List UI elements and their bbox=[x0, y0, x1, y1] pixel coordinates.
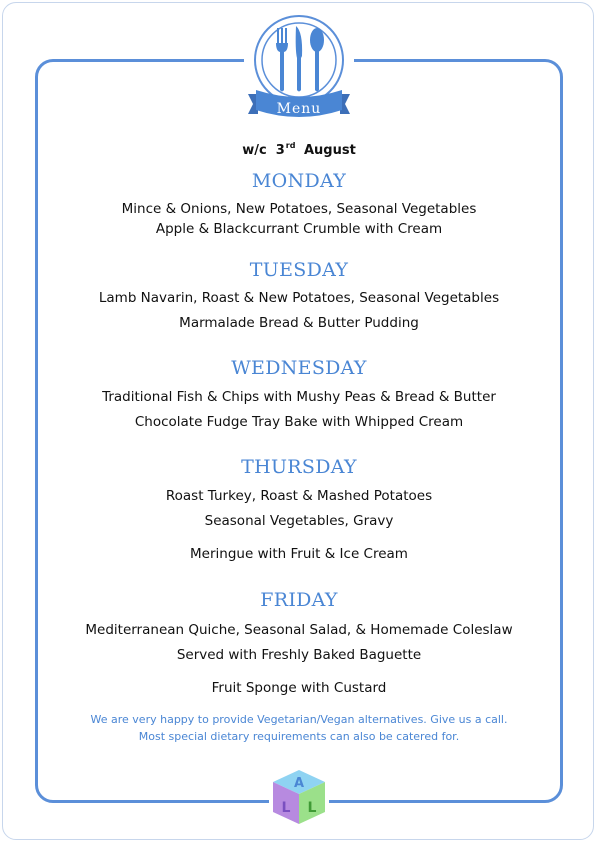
dish-item: Traditional Fish & Chips with Mushy Peas & Bread & Butter bbox=[102, 389, 496, 405]
week-ordinal: rd bbox=[285, 141, 296, 150]
logo-letter-left: L bbox=[281, 800, 291, 816]
menu-emblem bbox=[244, 10, 354, 122]
dish-item: Mediterranean Quiche, Seasonal Salad, & Homemade Coleslaw bbox=[85, 622, 513, 638]
all-logo bbox=[269, 766, 329, 828]
day-title-tuesday: TUESDAY bbox=[249, 259, 349, 281]
dish-item: Apple & Blackcurrant Crumble with Cream bbox=[155, 221, 443, 237]
week-prefix: w/c bbox=[242, 143, 267, 158]
dietary-note-line2: Most special dietary requirements can also be catered for. bbox=[138, 730, 460, 743]
day-title-friday: FRIDAY bbox=[260, 589, 338, 611]
day-title-wednesday: WEDNESDAY bbox=[231, 357, 367, 379]
week-month: August bbox=[303, 143, 356, 158]
dish-item: Served with Freshly Baked Baguette bbox=[176, 647, 422, 663]
logo-letter-top: A bbox=[293, 776, 305, 791]
day-title-monday: MONDAY bbox=[251, 170, 347, 192]
dish-item: Meringue with Fruit & Ice Cream bbox=[190, 546, 408, 562]
dietary-note-line1: We are very happy to provide Vegetarian/Vegan alternatives. Give us a call. bbox=[90, 713, 508, 726]
day-title-thursday: THURSDAY bbox=[241, 456, 357, 478]
dish-item: Roast Turkey, Roast & Mashed Potatoes bbox=[165, 488, 433, 504]
dish-item: Chocolate Fudge Tray Bake with Whipped Cream bbox=[134, 414, 464, 430]
week-day: 3 bbox=[275, 143, 285, 158]
dish-item: Lamb Navarin, Roast & New Potatoes, Seasonal Vegetables bbox=[98, 290, 500, 306]
week-commencing bbox=[0, 141, 598, 158]
banner-text: Menu bbox=[276, 101, 322, 117]
dish-item: Marmalade Bread & Butter Pudding bbox=[179, 315, 419, 331]
dish-item: Fruit Sponge with Custard bbox=[211, 680, 387, 696]
dish-item: Mince & Onions, New Potatoes, Seasonal Vegetables bbox=[121, 201, 477, 217]
dish-item: Seasonal Vegetables, Gravy bbox=[204, 513, 394, 529]
logo-letter-right: L bbox=[307, 800, 317, 816]
